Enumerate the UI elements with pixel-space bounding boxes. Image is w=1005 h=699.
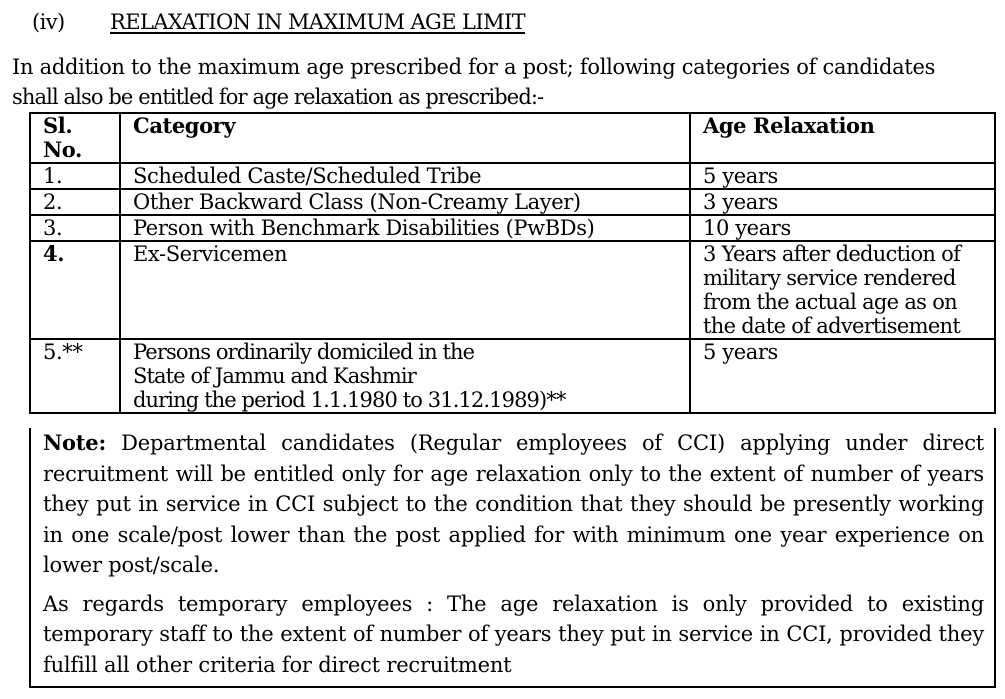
- table-row: [30, 189, 995, 215]
- header-sl-no: [30, 113, 120, 163]
- row-relaxation: 3 years: [690, 189, 995, 215]
- row-sl: 2.: [30, 189, 120, 215]
- table-row: [30, 163, 995, 189]
- relaxation-line: from the actual age as on: [703, 290, 957, 314]
- row-sl: 3.: [30, 215, 120, 241]
- row-relaxation: 5 years: [690, 339, 995, 413]
- row-relaxation: 5 years: [690, 163, 995, 189]
- table-row: [30, 215, 995, 241]
- note-paragraph: [31, 428, 994, 581]
- relaxation-line: 3 Years after deduction of: [703, 242, 961, 266]
- row-category: Ex-Servicemen: [120, 241, 690, 339]
- row-relaxation: 10 years: [690, 215, 995, 241]
- age-relaxation-table: [29, 112, 996, 414]
- relaxation-line: the date of advertisement: [703, 314, 961, 338]
- note-label: Note:: [43, 430, 107, 455]
- header-age-relaxation: Age Relaxation: [690, 113, 995, 163]
- row-relaxation: [690, 241, 995, 339]
- intro-line-2: shall also be entitled for age relaxation as prescribed:-: [12, 85, 544, 109]
- intro-paragraph: [12, 52, 1002, 112]
- table-header-row: [30, 113, 995, 163]
- row-category: [120, 339, 690, 413]
- header-category: Category: [120, 113, 690, 163]
- header-sl-line-1: Sl.: [43, 113, 73, 138]
- header-sl-line-2: No.: [43, 137, 82, 162]
- category-line: Persons ordinarily domiciled in the: [133, 340, 475, 364]
- section-heading: [32, 8, 525, 36]
- intro-line-1: In addition to the maximum age prescribed for a post; following categories of candidates: [12, 55, 936, 79]
- category-line: State of Jammu and Kashmir: [133, 364, 416, 388]
- relaxation-line: military service rendered: [703, 266, 956, 290]
- row-category: Other Backward Class (Non-Creamy Layer): [120, 189, 690, 215]
- table-row: [30, 241, 995, 339]
- section-title: RELAXATION IN MAXIMUM AGE LIMIT: [110, 10, 526, 34]
- row-sl: 4.: [30, 241, 120, 339]
- row-category: Person with Benchmark Disabilities (PwBDs): [120, 215, 690, 241]
- table-row: [30, 339, 995, 413]
- row-sl: 1.: [30, 163, 120, 189]
- note-text: Departmental candidates (Regular employees of CCI) applying under direct recruitment will be entitled only for age relaxation only to the extent of number of years they put in service in CCI subject to the condition that they should be presently working in one scale/post lower than the post applied for with minimum one year experience on lower post/scale.: [43, 431, 984, 577]
- temporary-employees-paragraph: As regards temporary employees : The age relaxation is only provided to existing temporary staff to the extent of number of years they put in service in CCI, provided they fulfill all other criteria for direct recruitment: [43, 591, 984, 677]
- row-category: Scheduled Caste/Scheduled Tribe: [120, 163, 690, 189]
- note-box: [29, 428, 996, 688]
- category-line: during the period 1.1.1980 to 31.12.1989)**: [133, 388, 566, 412]
- section-number: (iv): [32, 10, 65, 34]
- row-sl: 5.**: [30, 339, 120, 413]
